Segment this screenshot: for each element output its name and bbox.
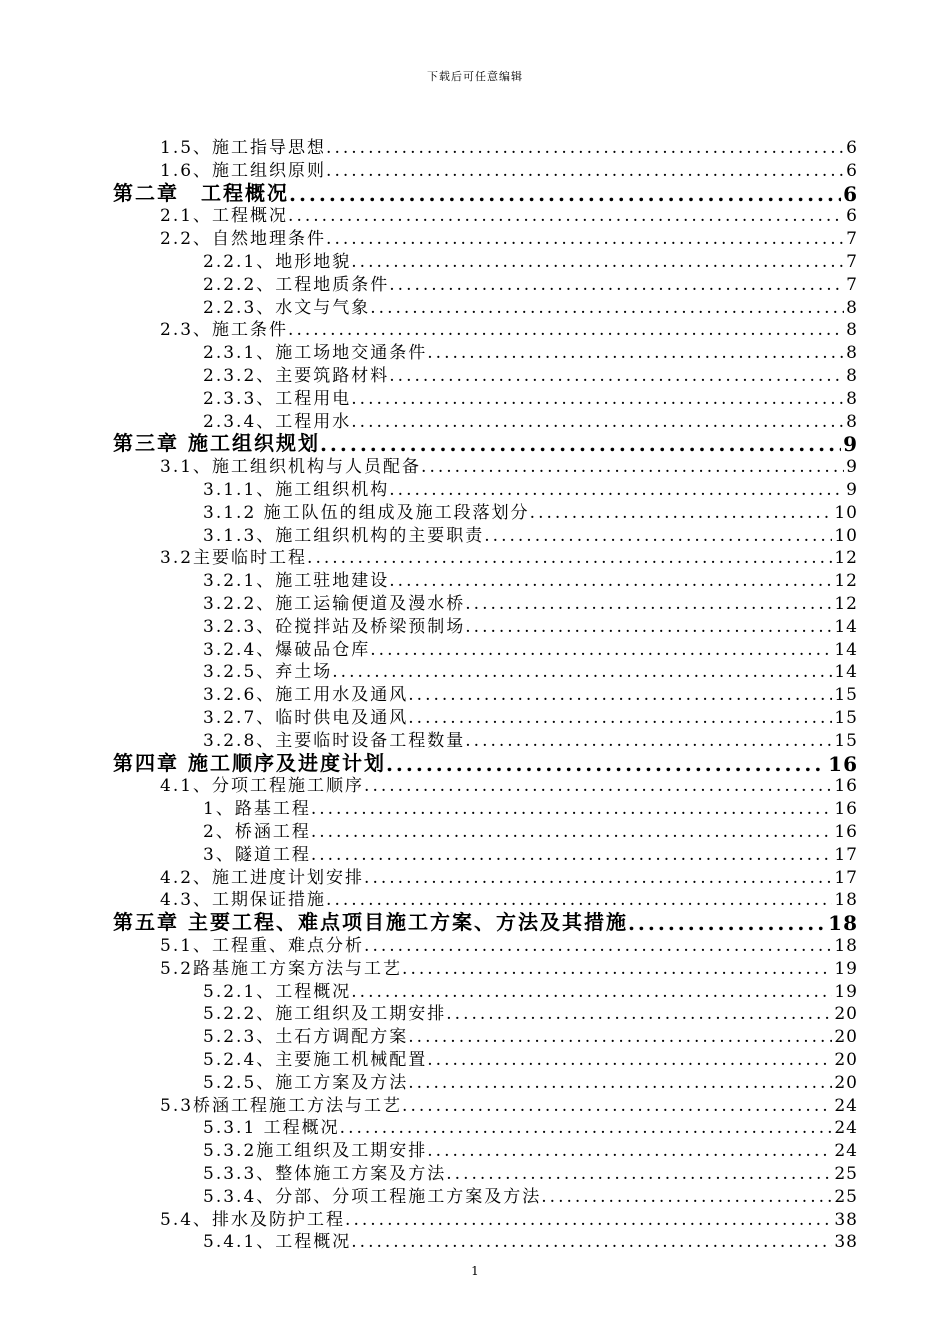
toc-entry[interactable]: [160, 957, 858, 979]
toc-entry-page: 15: [834, 730, 858, 751]
toc-entry-title: 5.2.1、工程概况: [203, 981, 352, 1002]
toc-leader-dots: [408, 685, 832, 705]
toc-entry-title: 4.3、工期保证措施: [160, 890, 327, 911]
toc-entry-title: 5.4、排水及防护工程: [160, 1209, 346, 1230]
toc-entry-title: 3.2.5、弃土场: [203, 662, 333, 683]
toc-entry-page: 17: [834, 844, 858, 865]
toc-entry-page: 20: [834, 1072, 858, 1093]
toc-entry[interactable]: [203, 569, 858, 591]
toc-entry[interactable]: [203, 615, 858, 637]
page-header: 下载后可任意编辑: [427, 70, 523, 83]
toc-entry-title: 2.3.4、工程用水: [203, 411, 352, 432]
toc-entry-page: 24: [834, 1141, 858, 1162]
toc-entry-page: 15: [834, 708, 858, 728]
toc-entry-page: 7: [846, 274, 858, 295]
toc-entry-title: 第四章 施工顺序及进度计划: [113, 750, 386, 775]
toc-entry-page: 38: [834, 1232, 858, 1253]
toc-entry-page: 7: [846, 229, 858, 250]
toc-leader-dots: [446, 1004, 832, 1024]
toc-entry-page: 14: [834, 639, 858, 660]
toc-entry-page: 20: [834, 1050, 858, 1070]
toc-entry-title: 2.3.3、工程用电: [203, 388, 352, 409]
toc-leader-dots: [628, 911, 826, 935]
toc-entry[interactable]: [203, 1185, 858, 1207]
toc-entry[interactable]: [203, 387, 858, 409]
toc-entry-page: 8: [846, 320, 858, 341]
toc-leader-dots: [311, 845, 833, 865]
toc-entry-title: 2.2、自然地理条件: [160, 229, 327, 250]
toc-entry-page: 8: [846, 388, 858, 409]
toc-leader-dots: [370, 298, 844, 318]
toc-entry[interactable]: [203, 1162, 858, 1184]
toc-entry[interactable]: [203, 820, 858, 842]
toc-entry-page: 9: [846, 480, 858, 500]
toc-leader-dots: [289, 182, 841, 206]
toc-leader-dots: [408, 1027, 832, 1047]
toc-entry[interactable]: [203, 706, 858, 728]
toc-entry[interactable]: [203, 524, 858, 546]
toc-entry-title: 3.1.3、施工组织机构的主要职责: [203, 525, 485, 546]
toc-entry-page: 19: [834, 958, 858, 979]
toc-leader-dots: [427, 1141, 832, 1161]
toc-entry-page: 14: [834, 616, 858, 637]
toc-entry-page: 6: [846, 206, 858, 227]
toc-leader-dots: [421, 457, 844, 477]
toc-entry-page: 18: [834, 936, 858, 956]
toc-entry[interactable]: [203, 296, 858, 318]
toc-entry-title: 3.1、施工组织机构与人员配备: [160, 457, 422, 478]
toc-entry-page: 10: [834, 502, 858, 523]
toc-entry-title: 1.5、施工指导思想: [160, 138, 327, 158]
page-number: 1: [471, 1264, 479, 1278]
toc-entry[interactable]: [160, 1094, 858, 1116]
toc-entry-page: 14: [834, 662, 858, 683]
toc-entry-title: 5.2.5、施工方案及方法: [203, 1072, 409, 1093]
toc-entry-title: 5.3.2施工组织及工期安排: [203, 1141, 428, 1162]
toc-leader-dots: [465, 617, 832, 637]
toc-entry-title: 5.3.4、分部、分项工程施工方案及方法: [203, 1186, 542, 1207]
toc-entry-title: 5.1、工程重、难点分析: [160, 936, 365, 956]
toc-entry-page: 12: [834, 594, 858, 614]
toc-leader-dots: [541, 1187, 832, 1207]
toc-entry-title: 3.2.1、施工驻地建设: [203, 571, 390, 592]
toc-entry-page: 6: [846, 138, 858, 158]
toc-entry[interactable]: [203, 1116, 858, 1138]
toc-entry-title: 3.2.6、施工用水及通风: [203, 685, 409, 706]
toc-leader-dots: [370, 640, 832, 660]
toc-leader-dots: [389, 275, 844, 295]
toc-entry-title: 3.2.8、主要临时设备工程数量: [203, 730, 466, 751]
toc-entry[interactable]: [160, 934, 858, 956]
toc-entry-page: 24: [834, 1095, 858, 1116]
toc-entry[interactable]: [203, 592, 858, 614]
toc-leader-dots: [351, 389, 844, 409]
toc-entry-page: 8: [846, 411, 858, 432]
toc-entry-title: 5.3.3、整体施工方案及方法: [203, 1164, 447, 1184]
toc-entry[interactable]: [160, 866, 858, 888]
toc-leader-dots: [364, 868, 832, 888]
toc-entry-page: 18: [828, 911, 858, 936]
toc-entry-page: 17: [834, 867, 858, 888]
toc-entry-page: 24: [834, 1118, 858, 1139]
toc-entry-page: 8: [846, 297, 858, 318]
toc-entry-page: 6: [843, 181, 858, 206]
toc-entry-title: 5.3.1 工程概况: [203, 1118, 340, 1139]
toc-entry-title: 2.3.2、主要筑路材料: [203, 366, 390, 386]
toc-entry[interactable]: [203, 1025, 858, 1047]
toc-entry-page: 38: [834, 1209, 858, 1230]
toc-entry-page: 20: [834, 1004, 858, 1025]
toc-entry-title: 5.2.3、土石方调配方案: [203, 1027, 409, 1048]
toc-entry[interactable]: [203, 501, 858, 523]
toc-leader-dots: [465, 594, 832, 614]
toc-entry[interactable]: [203, 683, 858, 705]
toc-entry-title: 第五章 主要工程、难点项目施工方案、方法及其措施: [113, 910, 628, 935]
toc-entry-page: 7: [846, 252, 858, 272]
toc-entry-title: 4.1、分项工程施工顺序: [160, 776, 365, 797]
toc-entry-page: 16: [828, 751, 858, 776]
toc-leader-dots: [351, 252, 844, 272]
toc-entry-title: 2.3、施工条件: [160, 320, 289, 341]
toc-entry-title: 2.2.3、水文与气象: [203, 297, 371, 318]
toc-entry[interactable]: [203, 843, 858, 865]
toc-entry[interactable]: [203, 1048, 858, 1070]
toc-entry-title: 2.1、工程概况: [160, 206, 289, 227]
toc-entry-title: 4.2、施工进度计划安排: [160, 867, 365, 888]
toc-leader-dots: [288, 206, 844, 226]
toc-entry-page: 25: [834, 1186, 858, 1207]
toc-entry[interactable]: [203, 1230, 858, 1252]
toc-entry-page: 19: [834, 981, 858, 1002]
toc-entry-title: 5.3桥涵工程施工方法与工艺: [160, 1095, 403, 1116]
toc-entry[interactable]: [160, 1208, 858, 1230]
toc-entry[interactable]: [203, 250, 858, 272]
toc-entry-title: 3.2.3、砼搅拌站及桥梁预制场: [203, 616, 466, 637]
toc-entry-page: 16: [834, 799, 858, 820]
toc-entry[interactable]: [160, 136, 858, 158]
toc-entry[interactable]: [203, 1139, 858, 1161]
toc-entry-page: 25: [834, 1164, 858, 1184]
toc-leader-dots: [311, 822, 833, 842]
toc-entry-title: 3.1.1、施工组织机构: [203, 480, 390, 500]
toc-entry-title: 3.2.4、爆破品仓库: [203, 639, 371, 660]
toc-entry[interactable]: [203, 797, 858, 819]
toc-leader-dots: [326, 161, 844, 181]
toc-entry-page: 18: [834, 890, 858, 911]
toc-entry-title: 3、隧道工程: [203, 844, 311, 865]
toc-entry-title: 5.2路基施工方案方法与工艺: [160, 958, 403, 979]
toc-entry-title: 1、路基工程: [203, 799, 311, 820]
toc-entry-title: 2.3.1、施工场地交通条件: [203, 343, 428, 364]
toc-entry[interactable]: [160, 227, 858, 249]
toc-leader-dots: [326, 138, 844, 158]
toc-entry-page: 8: [846, 366, 858, 386]
toc-leader-dots: [389, 366, 844, 386]
toc-leader-dots: [345, 1210, 832, 1230]
toc-entry-title: 5.2.4、主要施工机械配置: [203, 1050, 428, 1070]
toc-entry-title: 1.6、施工组织原则: [160, 160, 327, 181]
toc-entry-title: 5.2.2、施工组织及工期安排: [203, 1004, 447, 1025]
toc-entry-title: 第二章 工程概况: [113, 180, 289, 205]
toc-entry-page: 8: [846, 343, 858, 364]
toc-leader-dots: [427, 1050, 832, 1070]
toc-leader-dots: [364, 776, 832, 796]
toc-entry-title: 2.2.1、地形地貌: [203, 252, 352, 272]
toc-leader-dots: [364, 936, 832, 956]
toc-entry-page: 16: [834, 776, 858, 797]
toc-entry-title: 3.2.2、施工运输便道及漫水桥: [203, 594, 466, 614]
toc-entry[interactable]: [160, 455, 858, 477]
toc-entry-page: 15: [834, 685, 858, 706]
toc-entry-page: 9: [846, 457, 858, 478]
toc-entry-title: 2.2.2、工程地质条件: [203, 274, 390, 295]
toc-leader-dots: [311, 799, 833, 819]
toc-leader-dots: [465, 731, 832, 751]
toc-entry-page: 10: [834, 525, 858, 546]
toc-leader-dots: [408, 1073, 832, 1093]
toc-leader-dots: [386, 752, 826, 776]
toc-entry[interactable]: [203, 1071, 858, 1093]
toc-entry-title: 5.4.1、工程概况: [203, 1232, 352, 1253]
toc-entry[interactable]: [160, 318, 858, 340]
toc-entry[interactable]: [203, 1002, 858, 1024]
toc-leader-dots: [427, 343, 844, 363]
toc-entry-page: 9: [843, 432, 858, 457]
toc-entry-page: 20: [834, 1027, 858, 1048]
toc-leader-dots: [402, 959, 832, 979]
toc-entry-page: 16: [834, 822, 858, 842]
toc-entry-page: 12: [834, 571, 858, 592]
toc-entry[interactable]: [203, 364, 858, 386]
toc-entry-title: 第三章 施工组织规划: [113, 431, 320, 456]
toc-leader-dots: [351, 412, 844, 432]
toc-leader-dots: [408, 708, 832, 728]
toc-entry-title: 3.1.2 施工队伍的组成及施工段落划分: [203, 502, 530, 523]
toc-leader-dots: [484, 526, 832, 546]
toc-entry[interactable]: [203, 273, 858, 295]
toc-entry[interactable]: [203, 660, 858, 682]
toc-leader-dots: [351, 1232, 832, 1252]
toc-entry[interactable]: [203, 638, 858, 660]
toc-entry-page: 12: [834, 548, 858, 569]
toc-entry-title: 3.2主要临时工程: [160, 548, 308, 569]
toc-entry-title: 2、桥涵工程: [203, 822, 311, 842]
toc-leader-dots: [530, 503, 833, 523]
toc-leader-dots: [326, 229, 844, 249]
toc-entry-page: 6: [846, 160, 858, 181]
toc-entry[interactable]: [203, 478, 858, 500]
toc-entry-title: 3.2.7、临时供电及通风: [203, 708, 409, 728]
toc-entry[interactable]: [160, 204, 858, 226]
toc-entry[interactable]: [160, 546, 858, 568]
toc-entry[interactable]: [160, 774, 858, 796]
toc-leader-dots: [402, 1096, 832, 1116]
toc-entry[interactable]: [203, 980, 858, 1002]
toc-entry[interactable]: [203, 341, 858, 363]
